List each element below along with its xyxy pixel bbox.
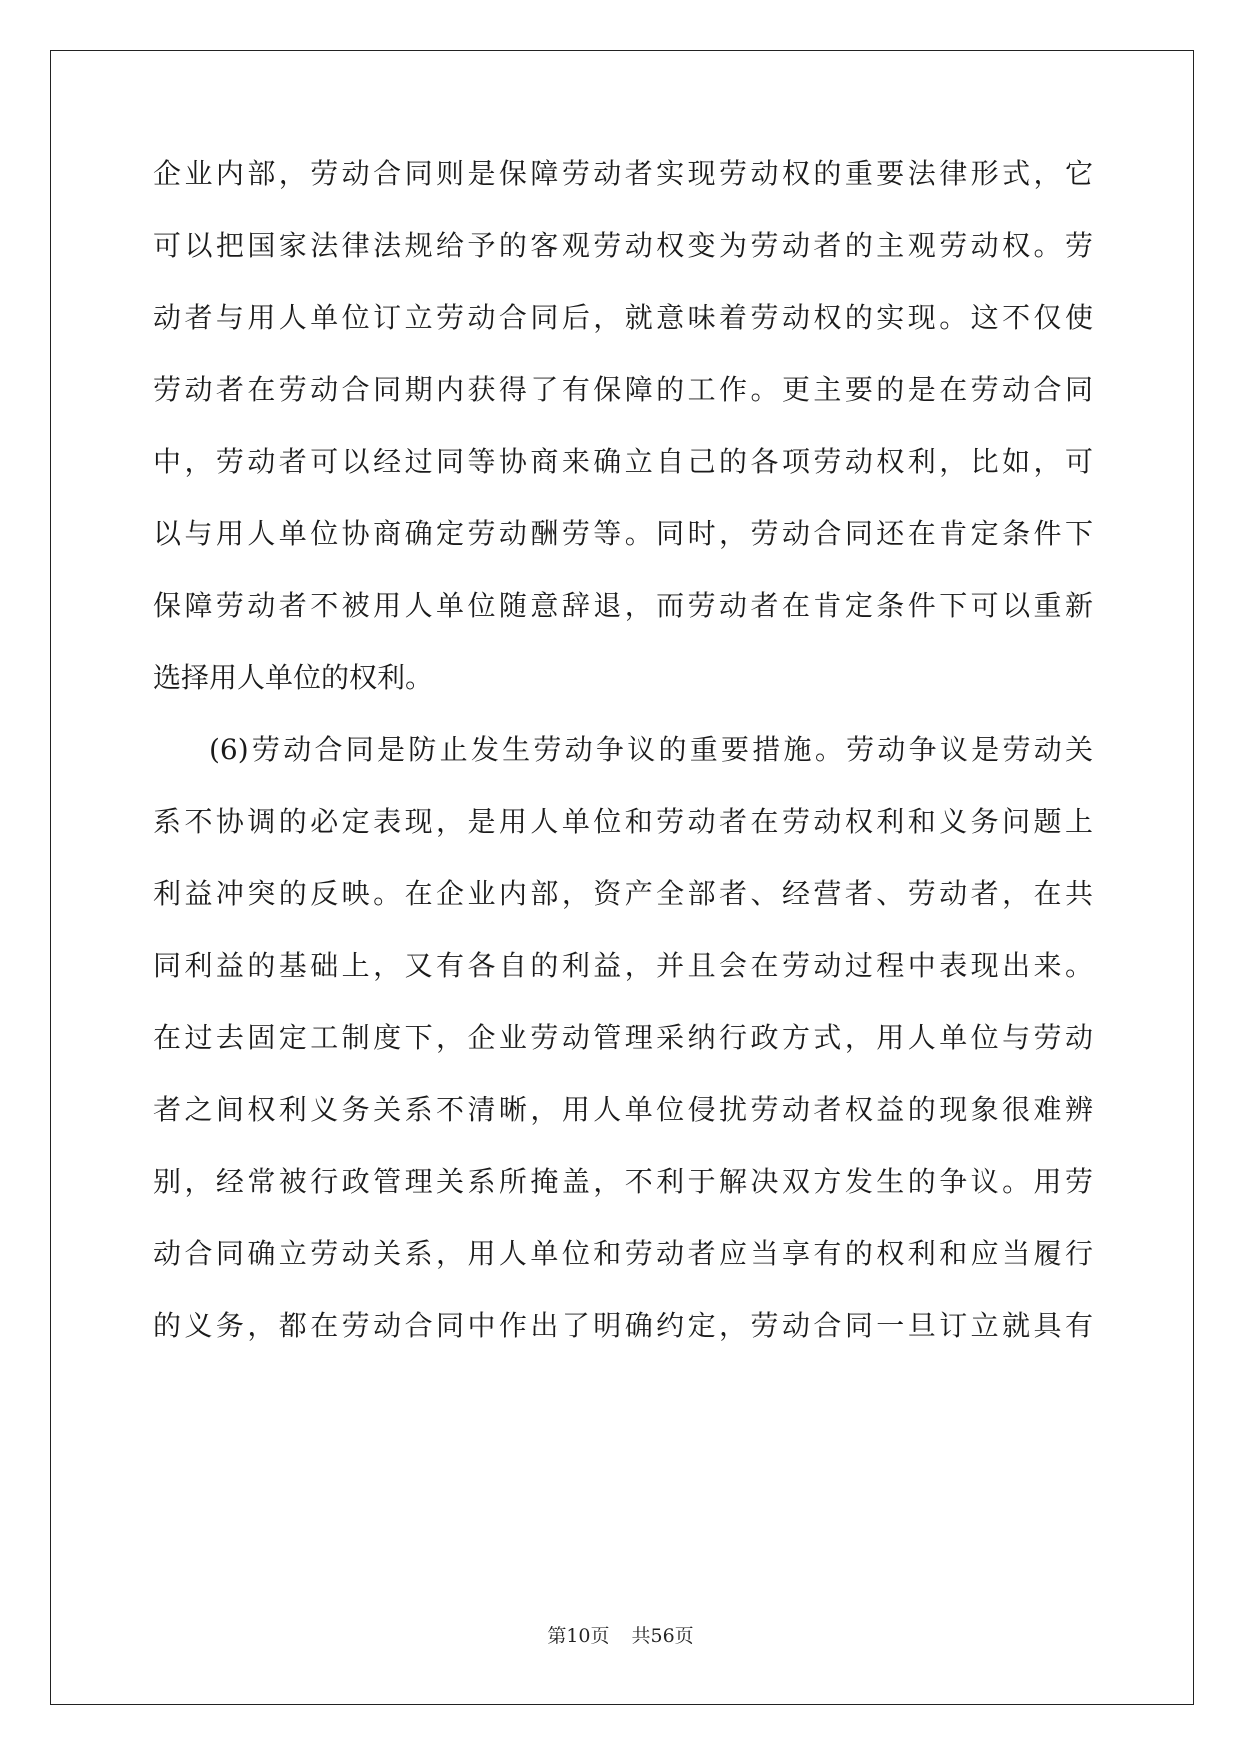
text-line: 利益冲突的反映。在企业内部，资产全部者、经营者、劳动者，在共: [153, 877, 1093, 910]
text-line: 在过去固定工制度下，企业劳动管理采纳行政方式，用人单位与劳动: [153, 1021, 1093, 1054]
text-line: (6)劳动合同是防止发生劳动争议的重要措施。劳动争议是劳动关: [209, 733, 1093, 766]
text-line: 可以把国家法律法规给予的客观劳动权变为劳动者的主观劳动权。劳: [153, 229, 1093, 262]
text-line: 动合同确立劳动关系，用人单位和劳动者应当享有的权利和应当履行: [153, 1237, 1093, 1270]
document-body: [153, 0, 1093, 1754]
text-line: 别，经常被行政管理关系所掩盖，不利于解决双方发生的争议。用劳: [153, 1165, 1093, 1198]
text-line: 保障劳动者不被用人单位随意辞退，而劳动者在肯定条件下可以重新: [153, 589, 1093, 622]
text-line: 选择用人单位的权利。: [153, 661, 434, 694]
text-line: 者之间权利义务关系不清晰，用人单位侵扰劳动者权益的现象很难辨: [153, 1093, 1093, 1126]
text-line: 劳动者在劳动合同期内获得了有保障的工作。更主要的是在劳动合同: [153, 373, 1093, 406]
text-line: 系不协调的必定表现，是用人单位和劳动者在劳动权利和义务问题上: [153, 805, 1093, 838]
text-line: 的义务，都在劳动合同中作出了明确约定，劳动合同一旦订立就具有: [153, 1309, 1093, 1342]
text-line: 以与用人单位协商确定劳动酬劳等。同时，劳动合同还在肯定条件下: [153, 517, 1093, 550]
page-footer: [0, 1624, 1241, 1648]
current-page-number: 第10页: [547, 1625, 610, 1647]
text-line: 中，劳动者可以经过同等协商来确立自己的各项劳动权利，比如，可: [153, 445, 1093, 478]
total-page-count: 共56页: [631, 1625, 694, 1647]
text-line: 同利益的基础上，又有各自的利益，并且会在劳动过程中表现出来。: [153, 949, 1093, 982]
text-line: 动者与用人单位订立劳动合同后，就意味着劳动权的实现。这不仅使: [153, 301, 1093, 334]
text-line: 企业内部，劳动合同则是保障劳动者实现劳动权的重要法律形式，它: [153, 157, 1093, 190]
